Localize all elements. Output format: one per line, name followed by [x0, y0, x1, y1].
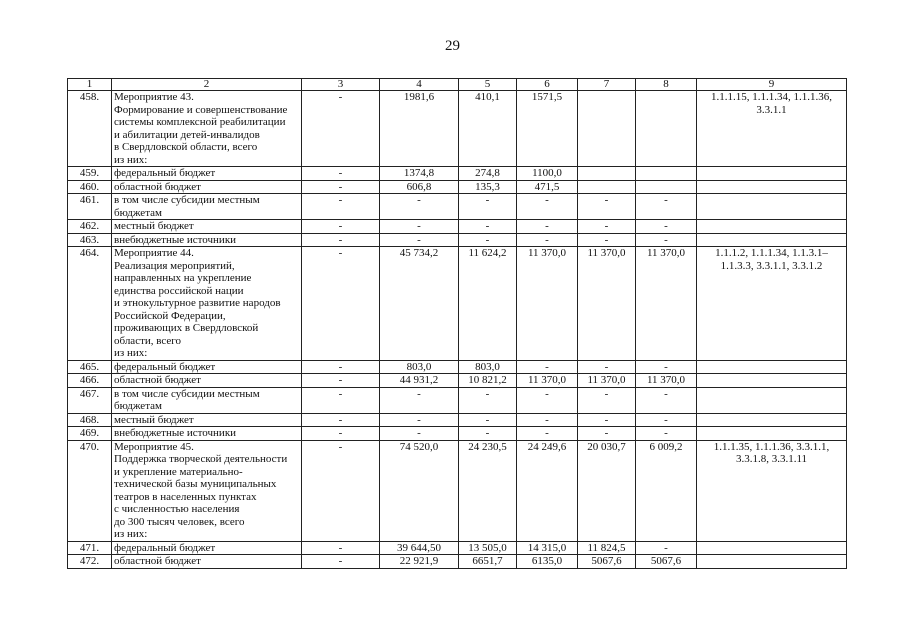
cell-year-3: 11 824,5: [578, 541, 636, 555]
row-number: 471.: [68, 541, 112, 555]
budget-table: [67, 78, 847, 569]
cell-year-2: -: [517, 387, 578, 413]
row-number: 463.: [68, 233, 112, 247]
description-line: и абилитации детей-инвалидов: [114, 128, 260, 141]
table-row: [68, 91, 847, 167]
row-description: [112, 387, 302, 413]
row-number: 458.: [68, 91, 112, 167]
description-line: с численностью населения: [114, 503, 240, 515]
row-number: 462.: [68, 220, 112, 234]
row-number: 466.: [68, 374, 112, 388]
row-description: [112, 167, 302, 181]
cell-year-2: 1571,5: [517, 91, 578, 167]
row-description: [112, 427, 302, 441]
cell-year-2: 14 315,0: [517, 541, 578, 555]
cell-year-4: -: [636, 220, 697, 234]
row-number: 459.: [68, 167, 112, 181]
cell-year-3: -: [578, 194, 636, 220]
cell-total: -: [380, 387, 459, 413]
cell-total: 45 734,2: [380, 247, 459, 361]
column-header: 9: [697, 79, 847, 91]
row-number: 461.: [68, 194, 112, 220]
cell-year-3: -: [578, 427, 636, 441]
description-line: в том числе субсидии местным: [114, 387, 260, 400]
row-description: [112, 220, 302, 234]
cell-year-4: -: [636, 541, 697, 555]
row-number: 464.: [68, 247, 112, 361]
row-description: [112, 413, 302, 427]
cell-total: -: [380, 233, 459, 247]
column-header: 6: [517, 79, 578, 91]
cell-year-2: -: [517, 360, 578, 374]
table-row: [68, 180, 847, 194]
cell-year-2: 6135,0: [517, 555, 578, 569]
description-line: направленных на укрепление: [114, 272, 252, 284]
description-line: театров в населенных пунктах: [114, 490, 257, 503]
description-line: Мероприятие 43.: [114, 91, 194, 103]
cell-target-indicators: [697, 233, 847, 247]
row-description: [112, 194, 302, 220]
column-header: 4: [380, 79, 459, 91]
description-line: из них:: [114, 528, 148, 540]
cell-col3: -: [302, 413, 380, 427]
cell-year-1: 6651,7: [459, 555, 517, 569]
column-header: 5: [459, 79, 517, 91]
table-row: [68, 167, 847, 181]
description-line: и укрепление материально-: [114, 465, 243, 478]
cell-col3: -: [302, 247, 380, 361]
cell-year-4: 6 009,2: [636, 440, 697, 541]
cell-total: 39 644,50: [380, 541, 459, 555]
cell-target-indicators: [697, 387, 847, 413]
cell-year-2: 24 249,6: [517, 440, 578, 541]
cell-target-indicators: [697, 167, 847, 181]
description-line: единства российской нации: [114, 284, 244, 297]
cell-year-1: 10 821,2: [459, 374, 517, 388]
cell-year-2: 11 370,0: [517, 247, 578, 361]
cell-target-indicators: [697, 374, 847, 388]
description-line: внебюджетные источники: [114, 427, 237, 439]
cell-col3: -: [302, 233, 380, 247]
table-row: [68, 360, 847, 374]
column-header: 7: [578, 79, 636, 91]
cell-total: 606,8: [380, 180, 459, 194]
cell-year-4: [636, 91, 697, 167]
description-line: проживающих в Свердловской: [114, 322, 259, 334]
cell-year-4: -: [636, 387, 697, 413]
cell-year-2: 1100,0: [517, 167, 578, 181]
row-number: 467.: [68, 387, 112, 413]
cell-year-4: -: [636, 413, 697, 427]
cell-year-1: -: [459, 194, 517, 220]
cell-year-2: -: [517, 427, 578, 441]
cell-target-indicators: [697, 555, 847, 569]
cell-total: 1981,6: [380, 91, 459, 167]
row-description: [112, 360, 302, 374]
cell-total: -: [380, 427, 459, 441]
description-line: областной бюджет: [114, 180, 201, 193]
cell-total: -: [380, 220, 459, 234]
description-line: местный бюджет: [114, 220, 194, 232]
cell-year-1: -: [459, 220, 517, 234]
table-row: [68, 541, 847, 555]
cell-year-3: 5067,6: [578, 555, 636, 569]
cell-col3: -: [302, 555, 380, 569]
cell-year-1: 11 624,2: [459, 247, 517, 361]
description-line: федеральный бюджет: [114, 360, 216, 373]
cell-total: -: [380, 194, 459, 220]
table-row: [68, 427, 847, 441]
cell-total: 74 520,0: [380, 440, 459, 541]
cell-col3: -: [302, 374, 380, 388]
cell-year-4: -: [636, 427, 697, 441]
cell-target-indicators: [697, 180, 847, 194]
description-line: областной бюджет: [114, 555, 201, 567]
cell-year-3: -: [578, 233, 636, 247]
description-line: внебюджетные источники: [114, 233, 237, 246]
cell-year-1: 24 230,5: [459, 440, 517, 541]
description-line: Формирование и совершенствование: [114, 103, 288, 116]
cell-col3: -: [302, 167, 380, 181]
row-description: [112, 180, 302, 194]
cell-target-indicators: 1.1.1.2, 1.1.1.34, 1.1.3.1–1.1.3.3, 3.3.1.1, 3.3.1.2: [697, 247, 847, 361]
description-line: Поддержка творческой деятельности: [114, 453, 288, 465]
cell-total: 803,0: [380, 360, 459, 374]
cell-year-3: -: [578, 360, 636, 374]
cell-year-3: [578, 180, 636, 194]
table-row: [68, 440, 847, 541]
cell-year-1: 803,0: [459, 360, 517, 374]
cell-total: -: [380, 413, 459, 427]
cell-total: 22 921,9: [380, 555, 459, 569]
table-row: [68, 387, 847, 413]
cell-year-4: 5067,6: [636, 555, 697, 569]
page-number: 29: [445, 38, 460, 54]
cell-target-indicators: [697, 220, 847, 234]
cell-target-indicators: 1.1.1.35, 1.1.1.36, 3.3.1.1, 3.3.1.8, 3.3.1.11: [697, 440, 847, 541]
table-row: [68, 233, 847, 247]
table-row: [68, 374, 847, 388]
row-description: [112, 91, 302, 167]
cell-col3: -: [302, 387, 380, 413]
column-header: 3: [302, 79, 380, 91]
cell-year-3: -: [578, 387, 636, 413]
cell-col3: -: [302, 220, 380, 234]
description-line: в том числе субсидии местным: [114, 194, 260, 206]
table-row: [68, 555, 847, 569]
cell-col3: -: [302, 440, 380, 541]
column-header: 8: [636, 79, 697, 91]
row-description: [112, 247, 302, 361]
table-row: [68, 413, 847, 427]
description-line: бюджетам: [114, 206, 162, 219]
cell-total: 1374,8: [380, 167, 459, 181]
row-number: 460.: [68, 180, 112, 194]
row-description: [112, 555, 302, 569]
cell-year-4: -: [636, 360, 697, 374]
row-number: 465.: [68, 360, 112, 374]
description-line: Мероприятие 45.: [114, 440, 194, 453]
cell-year-1: -: [459, 233, 517, 247]
cell-col3: -: [302, 194, 380, 220]
description-line: в Свердловской области, всего: [114, 141, 258, 153]
row-description: [112, 233, 302, 247]
cell-target-indicators: [697, 541, 847, 555]
cell-year-2: -: [517, 194, 578, 220]
description-line: Российской Федерации,: [114, 309, 226, 322]
cell-year-2: -: [517, 413, 578, 427]
cell-col3: -: [302, 180, 380, 194]
description-line: из них:: [114, 347, 148, 359]
cell-year-2: -: [517, 233, 578, 247]
cell-col3: -: [302, 427, 380, 441]
cell-year-2: 471,5: [517, 180, 578, 194]
cell-year-1: -: [459, 387, 517, 413]
cell-year-4: -: [636, 194, 697, 220]
table-row: [68, 194, 847, 220]
cell-year-4: 11 370,0: [636, 247, 697, 361]
cell-year-1: -: [459, 413, 517, 427]
table-body: [68, 91, 847, 569]
cell-target-indicators: [697, 413, 847, 427]
cell-target-indicators: 1.1.1.15, 1.1.1.34, 1.1.1.36, 3.3.1.1: [697, 91, 847, 167]
cell-target-indicators: [697, 360, 847, 374]
cell-year-3: 11 370,0: [578, 374, 636, 388]
description-line: Мероприятие 44.: [114, 247, 194, 259]
row-number: 472.: [68, 555, 112, 569]
cell-year-4: -: [636, 233, 697, 247]
row-description: [112, 440, 302, 541]
cell-year-3: -: [578, 220, 636, 234]
cell-year-4: [636, 167, 697, 181]
description-line: из них:: [114, 153, 148, 166]
description-line: области, всего: [114, 334, 182, 347]
cell-year-2: 11 370,0: [517, 374, 578, 388]
description-line: системы комплексной реабилитации: [114, 116, 286, 128]
description-line: Реализация мероприятий,: [114, 259, 235, 272]
cell-year-1: 410,1: [459, 91, 517, 167]
row-number: 468.: [68, 413, 112, 427]
cell-year-3: 11 370,0: [578, 247, 636, 361]
cell-year-3: [578, 167, 636, 181]
cell-col3: -: [302, 541, 380, 555]
cell-year-3: 20 030,7: [578, 440, 636, 541]
cell-target-indicators: [697, 194, 847, 220]
header-row: [68, 79, 847, 91]
cell-total: 44 931,2: [380, 374, 459, 388]
cell-year-2: -: [517, 220, 578, 234]
description-line: до 300 тысяч человек, всего: [114, 515, 245, 528]
row-number: 469.: [68, 427, 112, 441]
cell-year-1: 274,8: [459, 167, 517, 181]
cell-col3: -: [302, 360, 380, 374]
row-description: [112, 374, 302, 388]
table-row: [68, 220, 847, 234]
column-header: 1: [68, 79, 112, 91]
cell-year-1: -: [459, 427, 517, 441]
description-line: и этнокультурное развитие народов: [114, 297, 281, 309]
cell-year-1: 135,3: [459, 180, 517, 194]
description-line: областной бюджет: [114, 374, 201, 386]
description-line: федеральный бюджет: [114, 541, 216, 554]
description-line: бюджетам: [114, 400, 162, 412]
cell-year-3: [578, 91, 636, 167]
cell-year-1: 13 505,0: [459, 541, 517, 555]
row-description: [112, 541, 302, 555]
column-header: 2: [112, 79, 302, 91]
cell-col3: -: [302, 91, 380, 167]
cell-year-4: 11 370,0: [636, 374, 697, 388]
cell-year-4: [636, 180, 697, 194]
description-line: федеральный бюджет: [114, 167, 216, 179]
table-row: [68, 247, 847, 361]
cell-year-3: -: [578, 413, 636, 427]
description-line: технической базы муниципальных: [114, 478, 277, 490]
row-number: 470.: [68, 440, 112, 541]
cell-target-indicators: [697, 427, 847, 441]
description-line: местный бюджет: [114, 413, 194, 426]
